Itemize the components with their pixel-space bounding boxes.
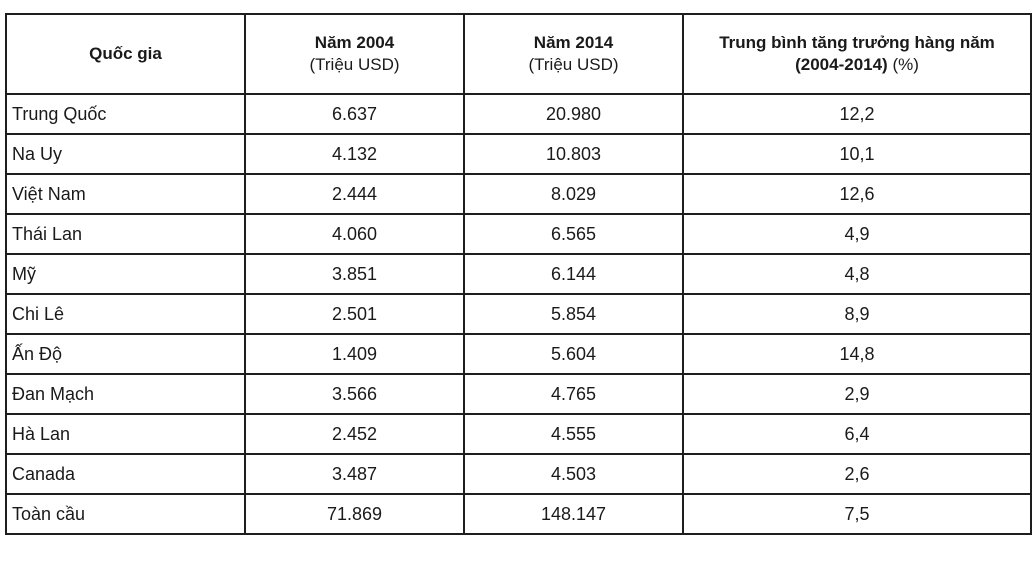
growth-cell: 6,4 bbox=[683, 414, 1031, 454]
header-year-2004-unit: (Triệu USD) bbox=[309, 55, 400, 74]
growth-cell: 2,6 bbox=[683, 454, 1031, 494]
export-value-table bbox=[5, 13, 1032, 535]
table-row bbox=[6, 414, 1031, 454]
growth-cell: 12,6 bbox=[683, 174, 1031, 214]
table-row bbox=[6, 294, 1031, 334]
value-2004-cell: 1.409 bbox=[245, 334, 464, 374]
growth-cell: 12,2 bbox=[683, 94, 1031, 134]
header-country-label: Quốc gia bbox=[89, 44, 162, 63]
growth-cell: 14,8 bbox=[683, 334, 1031, 374]
value-2014-cell: 6.565 bbox=[464, 214, 683, 254]
value-2004-cell: 2.501 bbox=[245, 294, 464, 334]
value-2014-cell: 148.147 bbox=[464, 494, 683, 534]
table-row bbox=[6, 254, 1031, 294]
value-2004-cell: 6.637 bbox=[245, 94, 464, 134]
value-2014-cell: 10.803 bbox=[464, 134, 683, 174]
country-cell: Đan Mạch bbox=[6, 374, 245, 414]
header-growth-title: Trung bình tăng trưởng hàng năm bbox=[719, 33, 995, 52]
value-2004-cell: 4.060 bbox=[245, 214, 464, 254]
growth-cell: 4,9 bbox=[683, 214, 1031, 254]
header-growth-period: (2004-2014) bbox=[795, 55, 888, 74]
value-2004-cell: 3.487 bbox=[245, 454, 464, 494]
header-growth bbox=[683, 14, 1031, 94]
header-year-2014-unit: (Triệu USD) bbox=[528, 55, 619, 74]
value-2004-cell: 4.132 bbox=[245, 134, 464, 174]
header-country bbox=[6, 14, 245, 94]
value-2004-cell: 3.851 bbox=[245, 254, 464, 294]
table-row bbox=[6, 374, 1031, 414]
table-header bbox=[6, 14, 1031, 94]
country-cell: Trung Quốc bbox=[6, 94, 245, 134]
value-2014-cell: 5.604 bbox=[464, 334, 683, 374]
country-cell: Việt Nam bbox=[6, 174, 245, 214]
country-cell: Na Uy bbox=[6, 134, 245, 174]
growth-cell: 8,9 bbox=[683, 294, 1031, 334]
value-2004-cell: 3.566 bbox=[245, 374, 464, 414]
value-2014-cell: 8.029 bbox=[464, 174, 683, 214]
header-year-2014-title: Năm 2014 bbox=[533, 33, 614, 52]
header-year-2004-title: Năm 2004 bbox=[314, 33, 395, 52]
table-row bbox=[6, 494, 1031, 534]
header-growth-unit: (%) bbox=[892, 55, 919, 74]
header-year-2004 bbox=[245, 14, 464, 94]
country-cell: Canada bbox=[6, 454, 245, 494]
table-body bbox=[6, 94, 1031, 534]
value-2004-cell: 2.452 bbox=[245, 414, 464, 454]
value-2004-cell: 2.444 bbox=[245, 174, 464, 214]
table-row bbox=[6, 214, 1031, 254]
country-cell: Ấn Độ bbox=[6, 334, 245, 374]
value-2014-cell: 6.144 bbox=[464, 254, 683, 294]
value-2014-cell: 4.555 bbox=[464, 414, 683, 454]
value-2014-cell: 4.765 bbox=[464, 374, 683, 414]
country-cell: Chi Lê bbox=[6, 294, 245, 334]
country-cell: Hà Lan bbox=[6, 414, 245, 454]
table-row bbox=[6, 94, 1031, 134]
country-cell: Thái Lan bbox=[6, 214, 245, 254]
growth-cell: 2,9 bbox=[683, 374, 1031, 414]
table-row bbox=[6, 174, 1031, 214]
table-row bbox=[6, 334, 1031, 374]
growth-cell: 4,8 bbox=[683, 254, 1031, 294]
table-row bbox=[6, 454, 1031, 494]
header-year-2014 bbox=[464, 14, 683, 94]
value-2004-cell: 71.869 bbox=[245, 494, 464, 534]
table-row bbox=[6, 134, 1031, 174]
growth-cell: 7,5 bbox=[683, 494, 1031, 534]
country-cell: Mỹ bbox=[6, 254, 245, 294]
growth-cell: 10,1 bbox=[683, 134, 1031, 174]
value-2014-cell: 20.980 bbox=[464, 94, 683, 134]
value-2014-cell: 5.854 bbox=[464, 294, 683, 334]
value-2014-cell: 4.503 bbox=[464, 454, 683, 494]
country-cell: Toàn cầu bbox=[6, 494, 245, 534]
header-row bbox=[6, 14, 1031, 94]
table-container bbox=[5, 13, 1030, 535]
